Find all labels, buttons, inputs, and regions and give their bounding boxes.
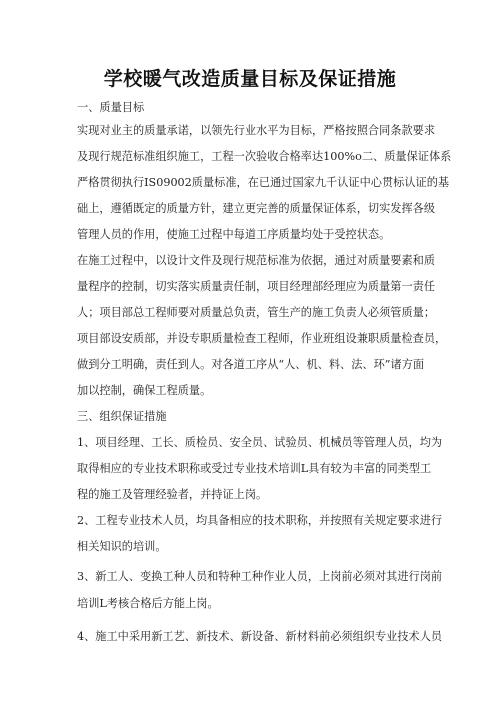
paragraph-line: 加以控制，确保工程质量。 — [77, 384, 212, 397]
paragraph-line: 人；项目部总工程师要对质量总负责，管生产的施工负责人必须管质量； — [77, 306, 436, 319]
paragraph-line: 及现行规范标准组织施工，工程一次验收合格率达100%o二、质量保证体系 — [77, 150, 452, 163]
paragraph-line: 相关知识的培训。 — [77, 540, 167, 553]
paragraph-line: 程的施工及管理经验者，并持证上岗。 — [77, 488, 268, 501]
paragraph-line: 培训L考核合格后方能上岗。 — [77, 597, 219, 610]
paragraph-line: 做到分工明确，责任到人。对各道工序从“人、机、料、法、环”诸方面 — [77, 358, 425, 371]
paragraph-line: 实现对业主的质量承诺，以领先行业水平为目标，严格按照合同条款要求 — [77, 124, 436, 137]
paragraph-line: 础上，遵循既定的质量方针，建立更完善的质量保证体系，切实发挥各级 — [77, 202, 436, 215]
paragraph-line: 取得相应的专业技术职称或受过专业技术培训L具有较为丰富的同类型工 — [77, 462, 432, 475]
paragraph-line: 严格贯彻执行IS09002质量标准，在已通过国家九千认证中心贯标认证的基 — [77, 176, 450, 189]
paragraph-line: 3、新工人、变换工种人员和特种工种作业人员，上岗前必须对其进行岗前 — [77, 570, 443, 583]
paragraph-line: 2、工程专业技术人员，均具备相应的技术职称，并按照有关规定要求进行 — [77, 514, 443, 527]
document-title: 学校暖气改造质量目标及保证措施 — [103, 68, 397, 90]
paragraph-line: 在施工过程中，以设计文件及现行规范标准为依据，通过对质量要素和质 — [77, 254, 436, 267]
paragraph-line: 4、施工中采用新工艺、新技术、新设备、新材料前必须组织专业技术人员 — [77, 630, 443, 643]
heading-org-guarantee: 三、组织保证措施 — [77, 410, 167, 423]
paragraph-line: 项目部设安质部，并设专职质量检查工程师，作业班组设兼职质量检查员， — [77, 332, 447, 345]
paragraph-line: 1、项目经理、工长、质检员、安全员、试验员、机械员等管理人员，均为 — [77, 436, 443, 449]
paragraph-line: 管理人员的作用，使施工过程中每道工序质量均处于受控状态。 — [77, 228, 391, 241]
paragraph-line: 量程序的控制，切实落实质量责任制，项目经理部经理应为质量第一责任 — [77, 280, 436, 293]
heading-quality-goal: 一、质量目标 — [77, 101, 145, 114]
